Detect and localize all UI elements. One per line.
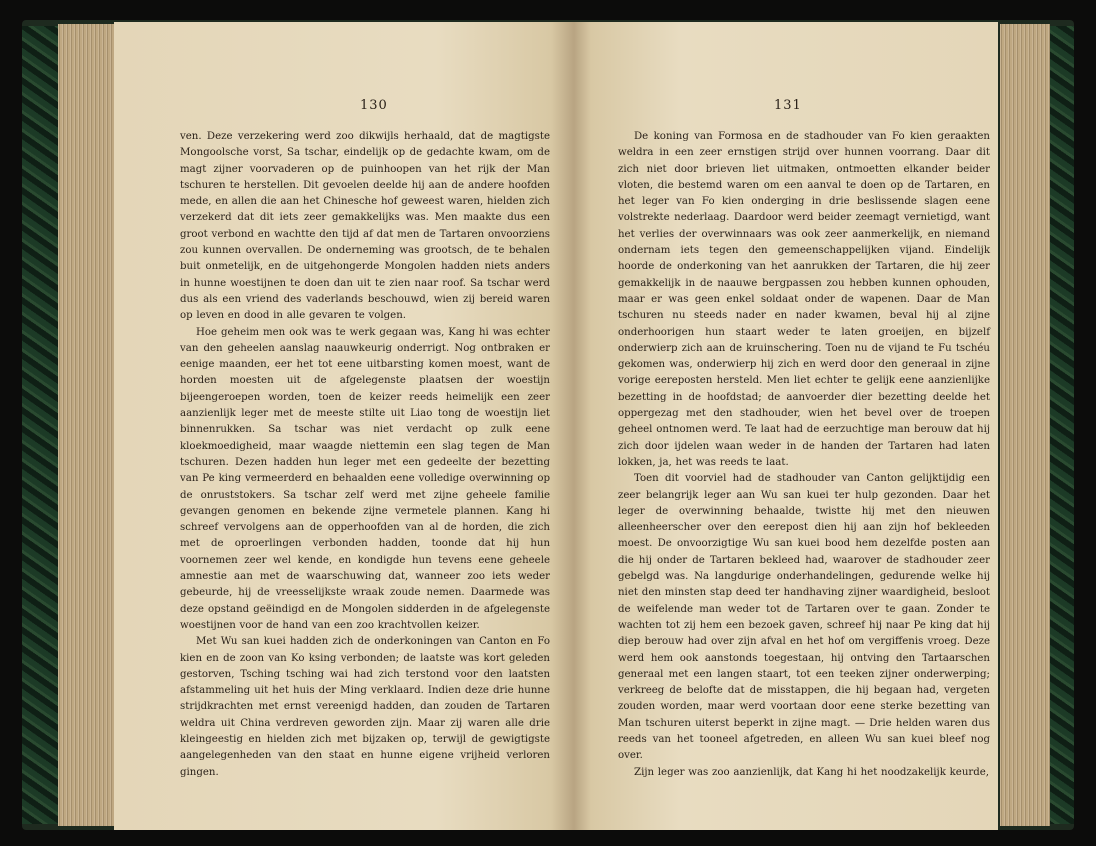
paragraph: Toen dit voorviel had de stadhouder van Canton gelijktijdig een zeer belangrijk leger aan Wu san kuei ter hulp gezonden. Daar het leger de overwinning behaalde, twistte hij met den nieuwen alleenheerscher over den eerepost dien hij aan zijn hof bekleeden moest. De onvoorzigtige Wu san kuei bood hem dezelfde posten aan die hij onder de Tartaren bekleed had, waarover de stadhouder zeer gebelgd was. Na langdurige onderhandelingen, gedurende welke hij niet den minsten stap deed ter handhaving zijner waardigheid, besloot de weifelende man weder tot de Tartaren over te gaan. Zonder te wachten tot zij hem een bezoek gaven, schreef hij naar Pe king dat hij diep berouw had over zijn afval en het hof om vergiffenis vroeg. Deze werd hem ook aanstonds toegestaan, hij ontving den Tartaarschen generaal met een langen staart, tot een teeken zijner onderwerping; verkreeg de belofte dat de misstappen, die hij begaan had, vergeten zouden worden, maar werd voortaan door eene sterke bezetting van Man tschuren uiterst beperkt in zijne magt. — Drie helden waren dus reeds van het tooneel afgetreden, en alleen Wu san kuei bleef nog over. [618,473,990,762]
page-edges-right [1000,24,1050,826]
paragraph: Zijn leger was zoo aanzienlijk, dat Kang hi het noodzakelijk keurde, [634,766,990,778]
page-edges-left [58,24,120,826]
paragraph: Met Wu san kuei hadden zich de onderkoningen van Canton en Fo kien en de zoon van Ko ksing verbonden; de laatste was kort geleden gestorven, Tsching tsching wai had zich terstond voor den laatsten afstammeling uit het huis der Ming verklaard. Indien deze drie hunne strijdkrachten met ernst vereenigd hadden, dan zouden de Tartaren weldra uit China verdreven geworden zijn. Maar zij waren alle drie kleingeestig en hielden zich met bijzaken op, terwijl de gewigtigste aangelegenheden van den staat en hunne eigene vrijheid verloren gingen. [180,636,550,778]
right-page-text [618,129,990,781]
right-page [574,22,998,830]
paragraph: ven. Deze verzekering werd zoo dikwijls herhaald, dat de magtigste Mongoolsche vorst, Sa tschar, eindelijk op de gedachte kwam, om de magt zijner voorvaderen op de puinhoopen van het rijk der Man tschuren te herstellen. Dit gevoelen deelde hij aan de andere hoofden mede, en allen die aan het Chinesche hof geweest waren, hielden zich verzekerd dat dit iets zeer gemakkelijks was. Men maakte dus een groot verbond en wachtte den tijd af dat men de Tartaren onvoorziens zou kunnen overvallen. De onderneming was grootsch, de te behalen buit onmetelijk, en de uitgehongerde Mongolen hadden niets anders in hunne woestijnen te doen dan uit te zien naar roof. Sa tschar werd dus als een vriend des vaderlands beschouwd, wien zij bereid waren op leven en dood in alle gevaren te volgen. [180,131,550,322]
page-number-left: 130 [360,98,388,113]
paragraph: Hoe geheim men ook was te werk gegaan was, Kang hi was echter van den geheelen aanslag naauwkeurig onderrigt. Nog ontbraken er eenige maanden, eer het tot eene uitbarsting komen moest, want de horden moesten uit de afgelegenste plaatsen der woestijn bijeengeroepen worden, toen de keizer reeds heimelijk een zeer aanzienlijk leger met de meeste stilte uit Liao tong de woestijn liet binnenrukken. Sa tschar was niet verdacht op zulk eene kloekmoedigheid, maar waagde niettemin een slag tegen de Man tschuren. Dezen hadden hun leger met een gedeelte der bezetting van Pe king vermeerderd en behaalden eene volledige overwinning op de onruststokers. Sa tschar zelf werd met zijne geheele familie gevangen genomen en bekende zijne vermetele plannen. Kang hi schreef vervolgens aan de opperhoofden van al de horden, die zich met de oproerlingen verbonden hadden, toonde dat hij hun voornemen zeer wel kende, en kondigde hun tevens eene geheele amnestie aan met de waarschuwing dat, wanneer zoo iets weder gebeurde, hij de vreesselijkste wraak zoude nemen. Daarmede was deze opstand geëindigd en de Mongolen sidderden in de afgelegenste woestijnen voor de hand van een zoo krachtvollen keizer. [180,326,550,631]
left-page-text [180,129,550,781]
left-page [114,22,574,830]
open-book [22,20,1074,830]
page-number-right: 131 [774,98,802,113]
marbled-cover-left [22,26,62,824]
paragraph: De koning van Formosa en de stadhouder van Fo kien geraakten weldra in een zeer ernstigen strijd over hunnen voorrang. Daar dit zich niet door brieven liet uitmaken, ontmoetten elkander beider vloten, die bestemd waren om een aanval te doen op de Tartaren, en het leger van Fo kien onderging in drie beslissende slagen eene volstrekte nederlaag. Daardoor werd beider zeemagt vernietigd, want het verlies der overwinnaars was ook zeer aanmerkelijk, en niemand ondernam iets tegen den gemeenschappelijken vijand. Eindelijk hoorde de onderkoning van het aanrukken der Tartaren, die hij zeer gemakkelijk in de naauwe bergpassen zou hebben kunnen ophouden, maar er was geen enkel soldaat onder de wapenen. Daar de Man tschuren nu steeds nader en nader kwamen, beval hij al zijne onderhoorigen hun staart weder te laten groeijen, en bijzelf onderwierp zich aan de kruinschering. Toen nu de vijand te Fu tschéu gekomen was, onderwierp hij zich en werd door den generaal in zijne vorige eereposten hersteld. Men liet echter te gelijk eene aanzienlijke bezetting in de hoofdstad; de aanvoerder dier bezetting deelde het oppergezag met den stadhouder, wien het bevel over de troepen geheel ontnomen werd. Te laat had de eerzuchtige man berouw dat hij zich door ijdelen waan weder in de handen der Tartaren had laten lokken, ja, het was reeds te laat. [618,131,990,468]
